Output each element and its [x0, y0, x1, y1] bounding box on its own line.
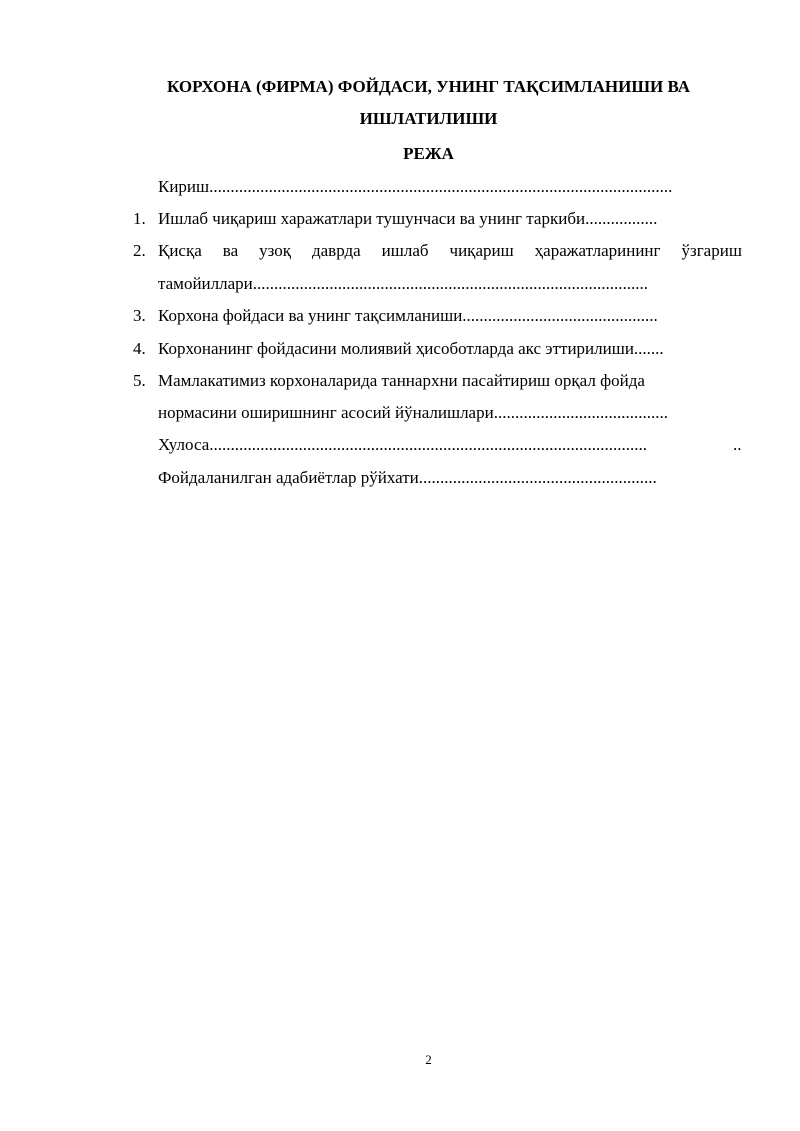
toc-item-2-word: Қисқа [158, 241, 202, 260]
toc-item-1: Ишлаб чиқариш харажатлари тушунчаси ва унинг таркиби................. [158, 209, 658, 228]
toc-item-2-word: чиқариш [449, 241, 514, 260]
toc-item-2-word: ҳаражатларининг [534, 241, 661, 260]
toc-references: Фойдаланилган адабиётлар рўйхати........................................................ [158, 468, 657, 487]
document-title-line-1: КОРХОНА (ФИРМА) ФОЙДАСИ, УНИНГ ТАҚСИМЛАНИШИ ВА [166, 77, 691, 96]
toc-item-2-word: ва [222, 241, 239, 260]
toc-intro: Кириш............................................................................................................. [158, 177, 673, 196]
plan-heading: РЕЖА [403, 144, 454, 163]
document-title-line-2: ИШЛАТИЛИШИ [359, 109, 498, 128]
toc-item-2-line-2: тамойиллари............................................................................................. [158, 274, 648, 293]
toc-item-3-number: 3. [133, 306, 146, 325]
toc-item-5-line-1: Мамлакатимиз корхоналарида таннархни пасайтириш орқал фойда [158, 371, 645, 390]
toc-item-2-word: узоқ [259, 241, 291, 260]
toc-item-4: Корхонанинг фойдасини молиявий ҳисоботларда акс эттирилиши....... [158, 339, 664, 358]
toc-item-2-number: 2. [133, 241, 146, 260]
toc-item-2-word: ишлаб [381, 241, 429, 260]
toc-item-2-word: ўзгариш [681, 241, 742, 260]
toc-item-4-number: 4. [133, 339, 146, 358]
toc-item-3: Корхона фойдаси ва унинг тақсимланиши.............................................. [158, 306, 658, 325]
toc-item-2-word: даврда [311, 241, 361, 260]
page-number: 2 [425, 1052, 432, 1067]
toc-item-5-number: 5. [133, 371, 146, 390]
toc-conclusion: Хулоса....................................................................................................... [158, 435, 647, 454]
toc-item-2-line-1 [158, 241, 742, 261]
toc-item-1-number: 1. [133, 209, 146, 228]
toc-conclusion-tail: .. [733, 435, 742, 454]
toc-item-5-line-2: нормасини оширишнинг асосий йўналишлари......................................... [158, 403, 668, 422]
